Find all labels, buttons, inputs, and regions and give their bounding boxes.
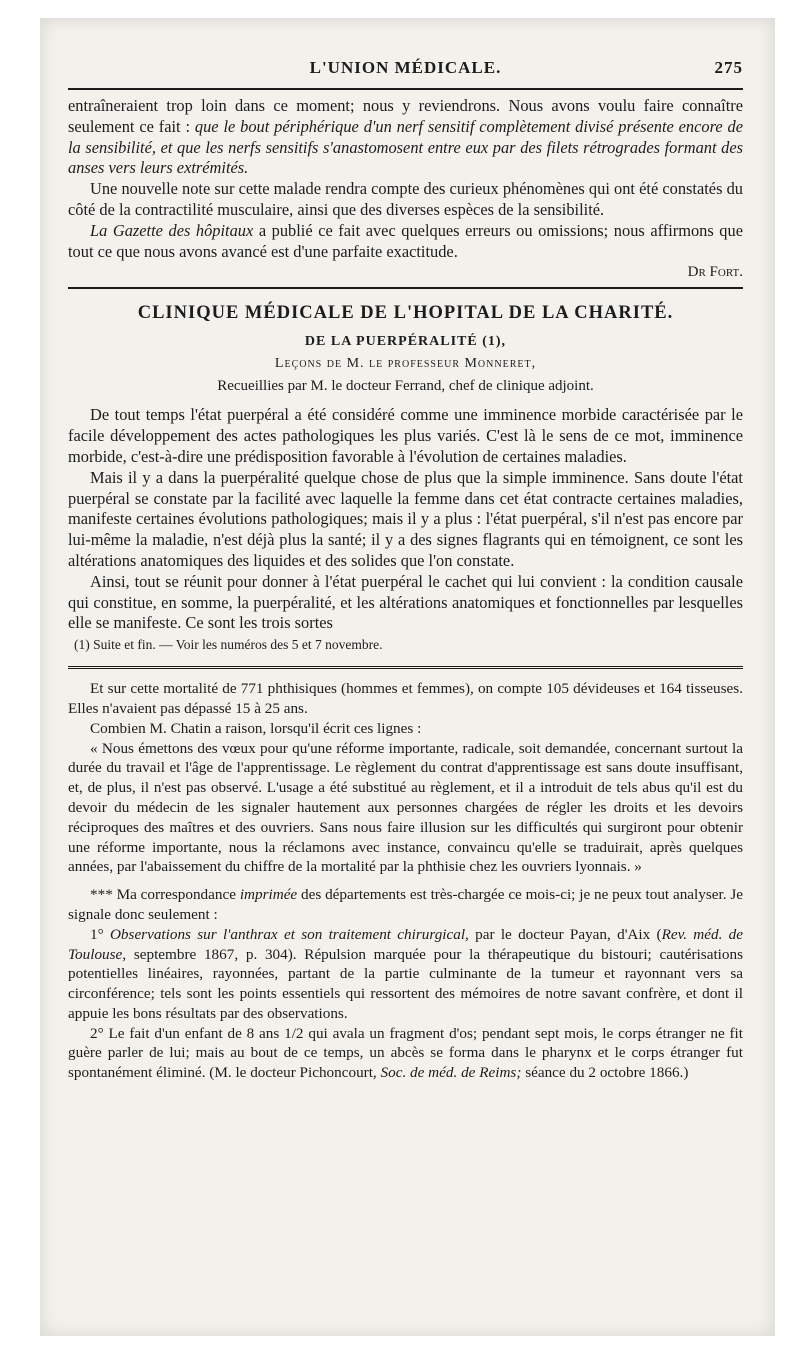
top-paragraph-3: La Gazette des hôpitaux a publié ce fait avec quelques erreurs ou omissions; nous affirmons que tout ce que nous avons avancé est d'une parfaite exactitude. — [68, 220, 743, 261]
clinique-paragraph: De tout temps l'état puerpéral a été considéré comme une imminence morbide caractérisée par le facile développement des actes pathologiques les plus variés. C'est là le sens de ce mot, imminence morbide, c'est-à-dire une prédisposition favorable à l'évolution de certaines maladies. — [68, 405, 743, 466]
top-paragraph-1: entraîneraient trop loin dans ce moment; nous y reviendrons. Nous avons voulu faire connaître seulement ce fait : que le bout périphérique d'un nerf sensitif complètement divisé présente encore de la sensibilité, et que les nerfs sensitifs s'anastomosent entre eux par des filets rétrogrades formant des anses vers leurs extrémités. — [68, 96, 743, 178]
section-rule — [68, 287, 743, 289]
top-paragraph-2: Une nouvelle note sur cette malade rendra compte des curieux phénomènes qui ont été constatés du côté de la contractilité musculaire, ainsi que des diverses espèces de la sensibilité. — [68, 179, 743, 219]
footnote: (1) Suite et fin. — Voir les numéros des 5 et 7 novembre. — [74, 637, 383, 653]
lecture-author: Leçons de M. le professeur Monneret, — [274, 356, 537, 372]
feuilleton-quote: « Nous émettons des vœux pour qu'une réforme importante, radicale, soit demandée, concernant surtout la durée du travail et l'âge de l'apprentissage. Le règlement du contrat d'apprentissage est sans doute insuffisant, et, de plus, il n'est pas observé. L'usage a été substitué au règlement, et il a introduit de tels abus qu'il est du devoir du médecin de les signaler hautement aux personnes chargées de régler les droits et les devoirs réciproques des maîtres et des ouvriers. Sans nous faire illusion sur les difficultés qui surgiront pour obtenir une réforme importante, nous la réclamons avec instance, convaincu qu'elle se traduirait, après quelques années, par l'abaissement du chiffre de la mortalité par la phthisie chez les ouvriers lyonnais. » — [68, 739, 743, 876]
page-number: 275 — [714, 58, 743, 77]
clinique-paragraph: Ainsi, tout se réunit pour donner à l'état puerpéral le cachet qui lui convient : la condition causale qui constitue, en somme, la puerpéralité, et les altérations anatomiques et fonctionnelles par lesquelles elle se manifeste. Ce sont les trois sortes — [68, 571, 743, 633]
lecture-collector: Recueillies par M. le docteur Ferrand, chef de clinique adjoint. — [217, 378, 594, 395]
journal-title: L'UNION MÉDICALE. — [309, 58, 502, 77]
correspondence-item-1: 1° Observations sur l'anthrax et son traitement chirurgical, par le docteur Payan, d'Aix (Rev. méd. de Toulouse, septembre 1867, p. 304). Répulsion marquée pour la thérapeutique du bistouri; cautérisations potentielles linéaires, rayonnées, partant de la partie culminante de la tumeur et rayonnant vers sa circonférence; tels sont les points essentiels qui ressortent des mémoires de notre savant confrère, et dont il appuie les bons résultats par des observations. — [68, 925, 743, 1022]
feuilleton-section — [68, 679, 743, 1083]
feuilleton-paragraph: Combien M. Chatin a raison, lorsqu'il écrit ces lignes : — [90, 719, 422, 737]
correspondence-paragraph: *** Ma correspondance imprimée des départements est très-chargée ce mois-ci; je ne peux tout analyser. Je signale donc seulement : — [68, 886, 744, 923]
section-title: CLINIQUE MÉDICALE DE L'HOPITAL DE LA CHARITÉ. — [137, 303, 674, 324]
feuilleton-paragraph: Et sur cette mortalité de 771 phthisiques (hommes et femmes), on compte 105 dévideuses et 164 tisseuses. Elles n'avaient pas dépassé 15 à 25 ans. — [68, 680, 743, 717]
correspondence-item-2: 2° Le fait d'un enfant de 8 ans 1/2 qui avala un fragment d'os; pendant sept mois, le corps étranger ne fit guère parler de lui; mais au bout de ce temps, un abcès se forma dans le pharynx et le corps étranger fut spontanément éliminé. (M. le docteur Pichoncourt, Soc. de méd. de Reims; séance du 2 octobre 1866.) — [68, 1024, 743, 1082]
signature: Dr Fort. — [687, 264, 743, 281]
running-header — [68, 58, 743, 84]
journal-page — [40, 18, 775, 1336]
lecture-subject: DE LA PUERPÉRALITÉ (1), — [304, 334, 507, 350]
clinique-paragraph: Mais il y a dans la puerpéralité quelque chose de plus que la simple imminence. Sans doute l'état puerpéral se constate par la facilité avec laquelle la femme dans cet état contracte certaines maladies, manifeste certaines évolutions pathologiques; mais il y a plus : l'état puerpéral, s'il n'est pas encore par lui-même la maladie, n'est déjà plus la santé; il y a des signes flagrants qui en témoignent, ce sont les altérations anatomiques des liquides et des solides que l'on constate. — [68, 467, 743, 570]
